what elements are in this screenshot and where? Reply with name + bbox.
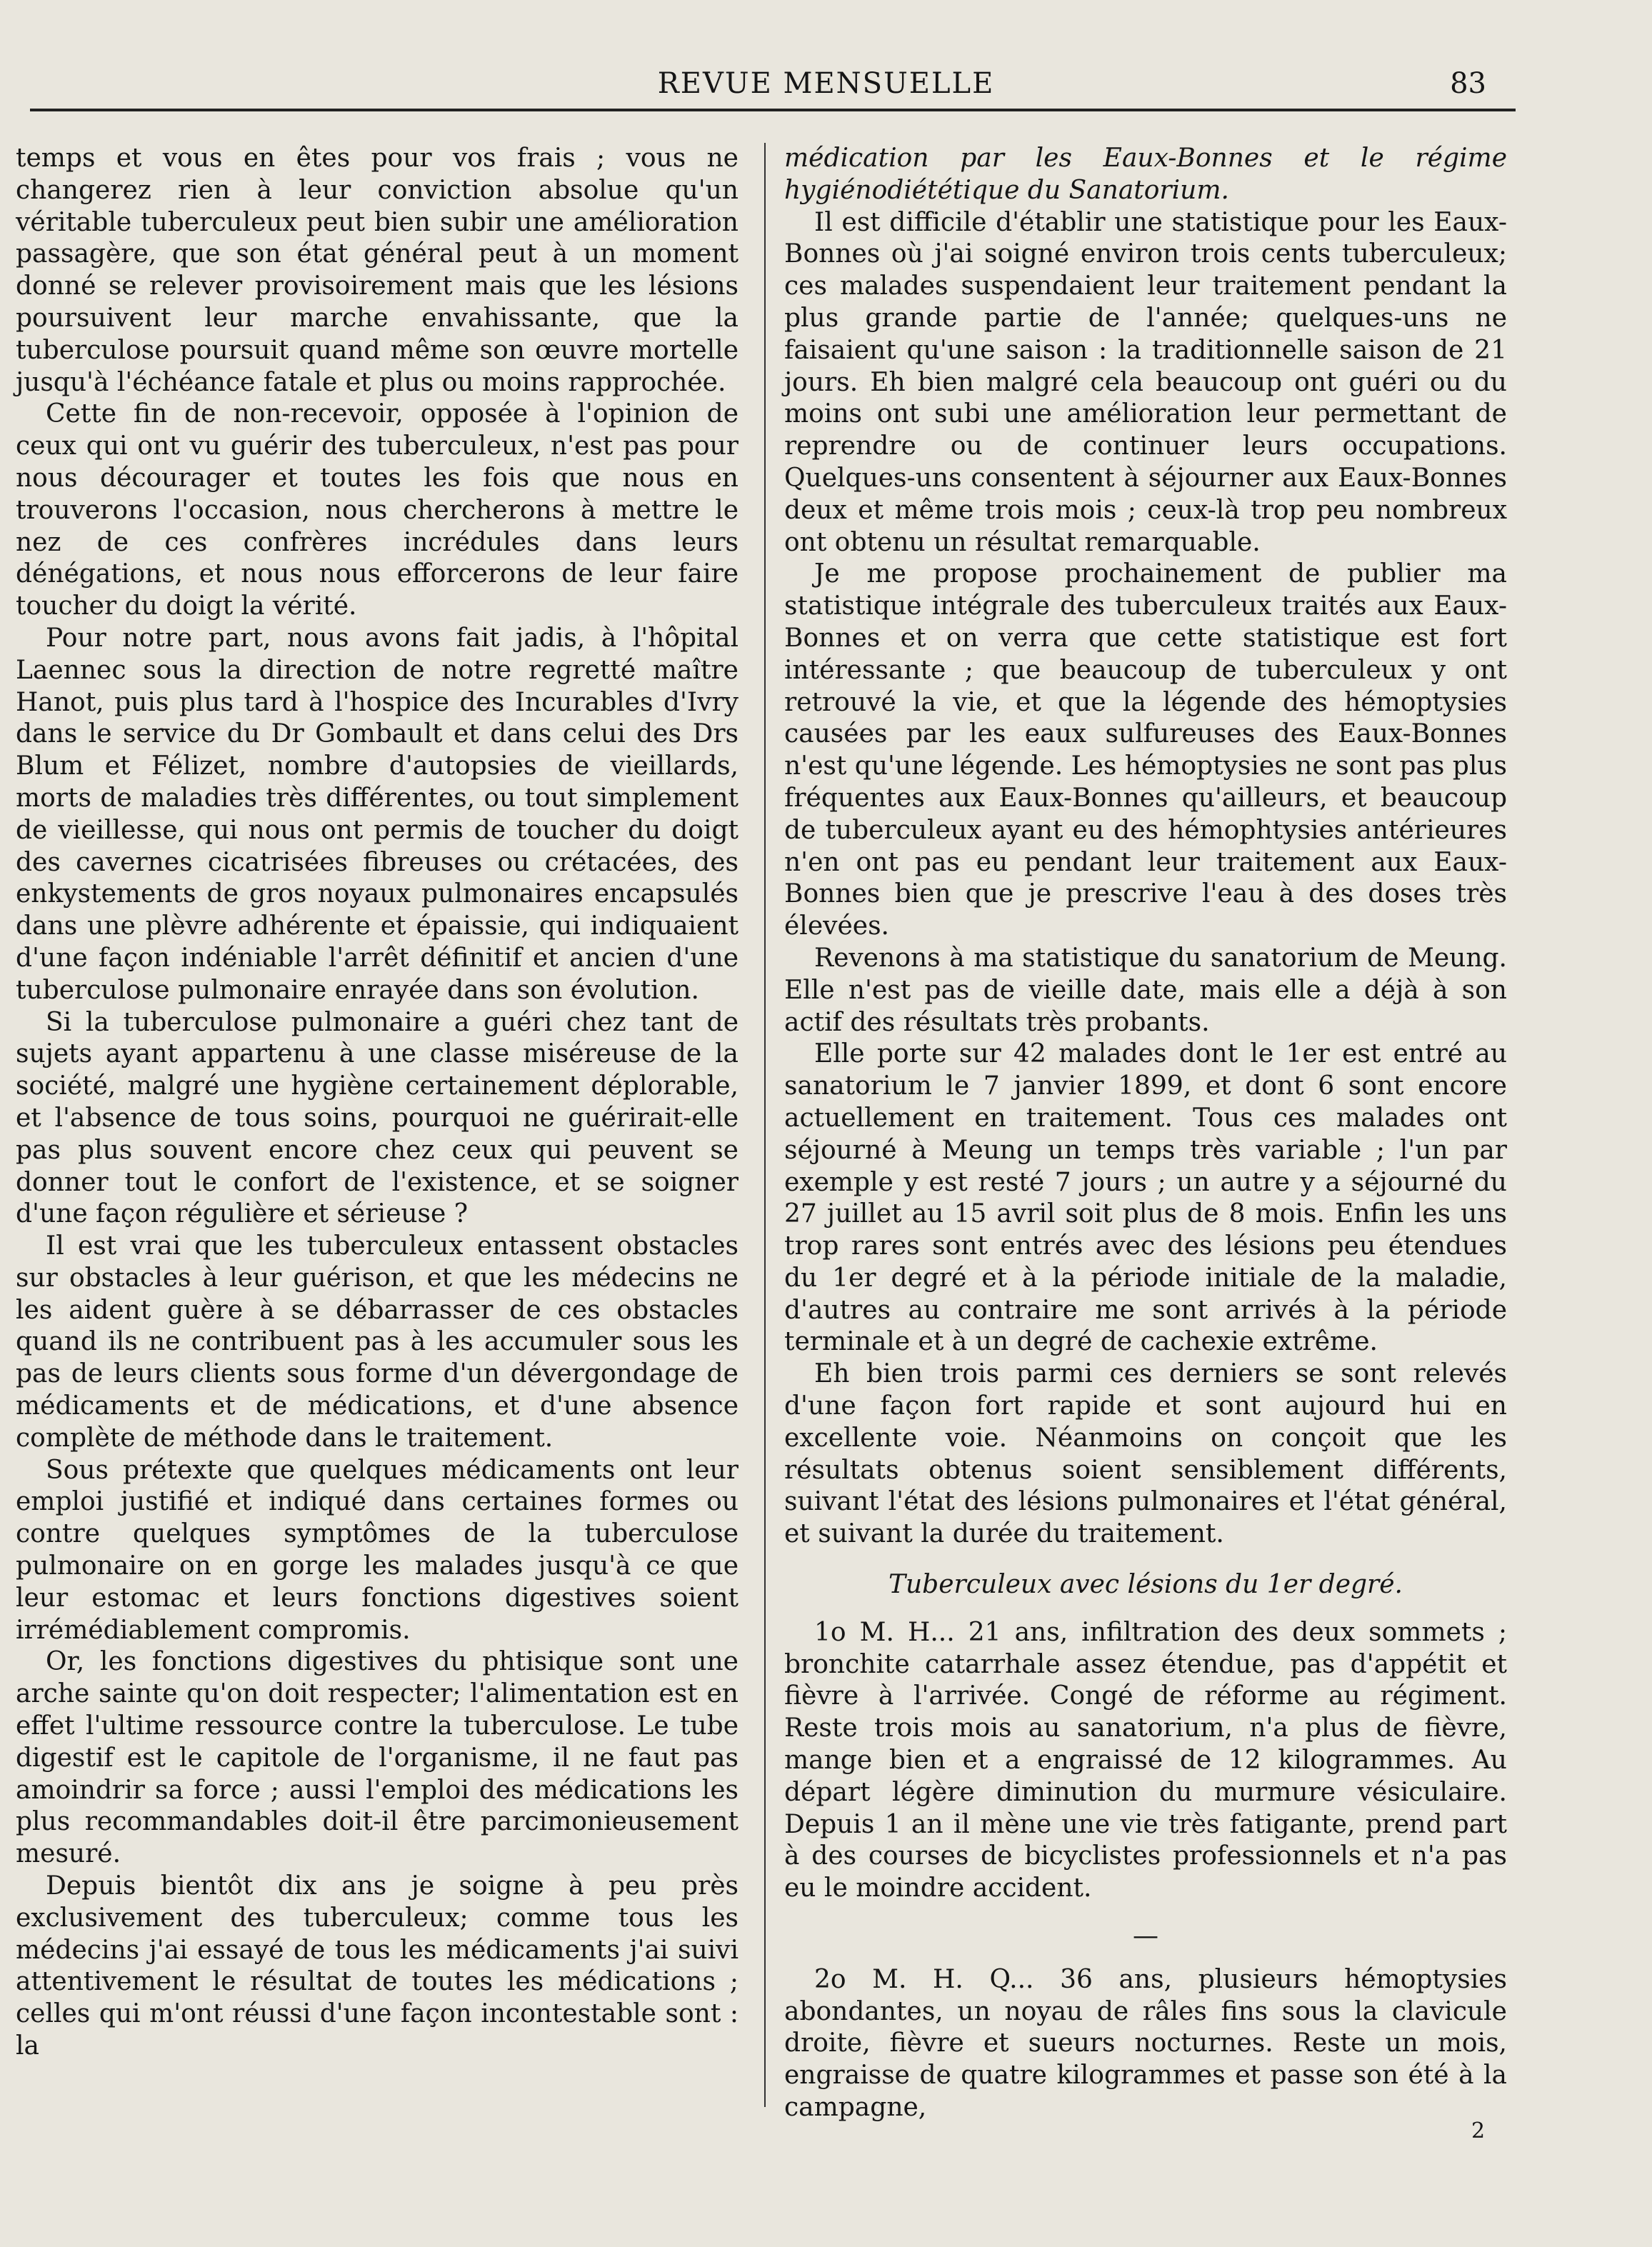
- paragraph: Elle porte sur 42 malades dont le 1er est entré au sanatorium le 7 janvier 1899, et dont 6 sont encore actuellement en traitement. Tous ces malades ont séjourné à Meung un temps très variable ; l'un par exemple y est resté 7 jours ; un autre y a séjourné du 27 juillet au 15 avril soit plus de 8 mois. Enfin les uns trop rares sont entrés avec des lésions peu étendues du 1er degré et à la période initiale de la maladie, d'autres au contraire me sont arrivés à la période terminale et à un degré de cachexie extrême.: [784, 1039, 1507, 1357]
- paragraph: Il est vrai que les tuberculeux entassent obstacles sur obstacles à leur guérison, et que les médecins ne les aident guère à se débarrasser de ces obstacles quand ils ne contribuent pas à les accumuler sous les pas de leurs clients sous forme d'un dévergondage de médicaments et de médications, et d'une absence complète de méthode dans le traitement.: [16, 1231, 739, 1453]
- paragraph: Eh bien trois parmi ces derniers se sont relevés d'une façon fort rapide et sont aujourd hui en excellente voie. Néanmoins on conçoit que les résultats obtenus soient sensiblement différents, suivant l'état des lésions pulmonaires et l'état général, et suivant la durée du traitement.: [784, 1359, 1507, 1549]
- case-entry: 1o M. H... 21 ans, infiltration des deux sommets ; bronchite catarrhale assez étendue, pas d'appétit et fièvre à l'arrivée. Congé de réforme au régiment. Reste trois mois au sanatorium, n'a plus de fièvre, mange bien et a engraissé de 12 kilogrammes. Au départ légère diminution du murmure vésiculaire. Depuis 1 an il mène une vie très fatigante, prend part à des courses de bicyclistes professionnels et n'a pas eu le moindre accident.: [784, 1617, 1507, 1903]
- paragraph: Si la tuberculose pulmonaire a guéri chez tant de sujets ayant appartenu à une classe miséreuse de la société, malgré une hygiène certainement déplorable, et l'absence de tous soins, pourquoi ne guérirait-elle pas plus souvent encore chez ceux qui peuvent se donner tout le confort de l'existence, et se soigner d'une façon régulière et sérieuse ?: [16, 1007, 739, 1229]
- paragraph-continuation: [784, 143, 1507, 207]
- case-entry: 2o M. H. Q... 36 ans, plusieurs hémoptysies abondantes, un noyau de râles fins sous la clavicule droite, fièvre et sueurs nocturnes. Reste un mois, engraisse de quatre kilogrammes et passe son été à la campagne,: [784, 1964, 1507, 2123]
- left-column: [16, 143, 739, 2063]
- paragraph: Il est difficile d'établir une statistique pour les Eaux-Bonnes où j'ai soigné environ trois cents tuberculeux; ces malades suspendaient leur traitement pendant la plus grande partie de l'année; quelques-uns ne faisaient qu'une saison : la traditionnelle saison de 21 jours. Eh bien malgré cela beaucoup ont guéri ou du moins ont subi une amélioration leur permettant de reprendre ou de continuer leurs occupations. Quelques-uns consentent à séjourner aux Eaux-Bonnes deux et même trois mois ; ceux-là trop peu nombreux ont obtenu un résultat remarquable.: [784, 207, 1507, 557]
- header-rule: [30, 109, 1516, 111]
- paragraph: Sous prétexte que quelques médicaments ont leur emploi justifié et indiqué dans certaines formes ou contre quelques symptômes de la tuberculose pulmonaire on en gorge les malades jusqu'à ce que leur estomac et leurs fonctions digestives soient irrémédiablement compromis.: [16, 1455, 739, 1645]
- italic-continuation: médication par les Eaux-Bonnes et le régime hygiénodiététique du Sanatorium.: [784, 144, 1507, 205]
- page-number: 83: [1450, 67, 1486, 100]
- page-header: [0, 57, 1652, 114]
- separator-dash: —: [1133, 1921, 1158, 1951]
- paragraph: Or, les fonctions digestives du phtisique sont une arche sainte qu'on doit respecter; l'alimentation est en effet l'ultime ressource contre la tuberculose. Le tube digestif est le capitole de l'organisme, il ne faut pas amoindrir sa force ; aussi l'emploi des médications les plus recommandables doit-il être parcimonieusement mesuré.: [16, 1647, 739, 1869]
- paragraph: Je me propose prochainement de publier ma statistique intégrale des tuberculeux traités aux Eaux-Bonnes et on verra que cette statistique est fort intéressante ; que beaucoup de tuberculeux y ont retrouvé la vie, et que la légende des hémoptysies causées par les eaux sulfureuses des Eaux-Bonnes n'est qu'une légende. Les hémoptysies ne sont pas plus fréquentes aux Eaux-Bonnes qu'ailleurs, et beaucoup de tuberculeux ayant eu des hémophtysies antérieures n'en ont pas eu pendant leur traitement aux Eaux-Bonnes bien que je prescrive l'eau à des doses très élevées.: [784, 559, 1507, 941]
- section-heading: Tuberculeux avec lésions du 1er degré.: [888, 1570, 1403, 1600]
- signature-mark: 2: [1471, 2118, 1486, 2143]
- right-column: [784, 143, 1507, 2124]
- paragraph: Pour notre part, nous avons fait jadis, à l'hôpital Laennec sous la direction de notre regretté maître Hanot, puis plus tard à l'hospice des Incurables d'Ivry dans le service du Dr Gombault et dans celui des Drs Blum et Félizet, nombre d'autopsies de vieillards, morts de maladies très différentes, ou tout simplement de vieillesse, qui nous ont permis de toucher du doigt des cavernes cicatrisées fibreuses ou crétacées, des enkystements de gros noyaux pulmonaires encapsulés dans une plèvre adhérente et épaissie, qui indiquaient d'une façon indéniable l'arrêt définitif et ancien d'une tuberculose pulmonaire enrayée dans son évolution.: [16, 623, 739, 1005]
- paragraph: temps et vous en êtes pour vos frais ; vous ne changerez rien à leur conviction absolue qu'un véritable tuberculeux peut bien subir une amélioration passagère, que son état général peut à un moment donné se relever provisoirement mais que les lésions poursuivent leur marche envahissante, que la tuberculose poursuit quand même son œuvre mortelle jusqu'à l'échéance fatale et plus ou moins rapprochée.: [16, 144, 739, 397]
- paragraph: Cette fin de non-recevoir, opposée à l'opinion de ceux qui ont vu guérir des tuberculeux, n'est pas pour nous décourager et toutes les fois que nous en trouverons l'occasion, nous chercherons à mettre le nez de ces confrères incrédules dans leurs dénégations, et nous nous efforcerons de leur faire toucher du doigt la vérité.: [16, 399, 739, 621]
- running-title: REVUE MENSUELLE: [657, 67, 995, 100]
- paragraph: Revenons à ma statistique du sanatorium de Meung. Elle n'est pas de vieille date, mais elle a déjà à son actif des résultats très probants.: [784, 943, 1507, 1037]
- paragraph: Depuis bientôt dix ans je soigne à peu près exclusivement des tuberculeux; comme tous les médecins j'ai essayé de tous les médicaments j'ai suivi attentivement le résultat de toutes les médications ; celles qui m'ont réussi d'une façon incontestable sont : la: [16, 1871, 739, 2061]
- column-divider: [764, 143, 766, 2107]
